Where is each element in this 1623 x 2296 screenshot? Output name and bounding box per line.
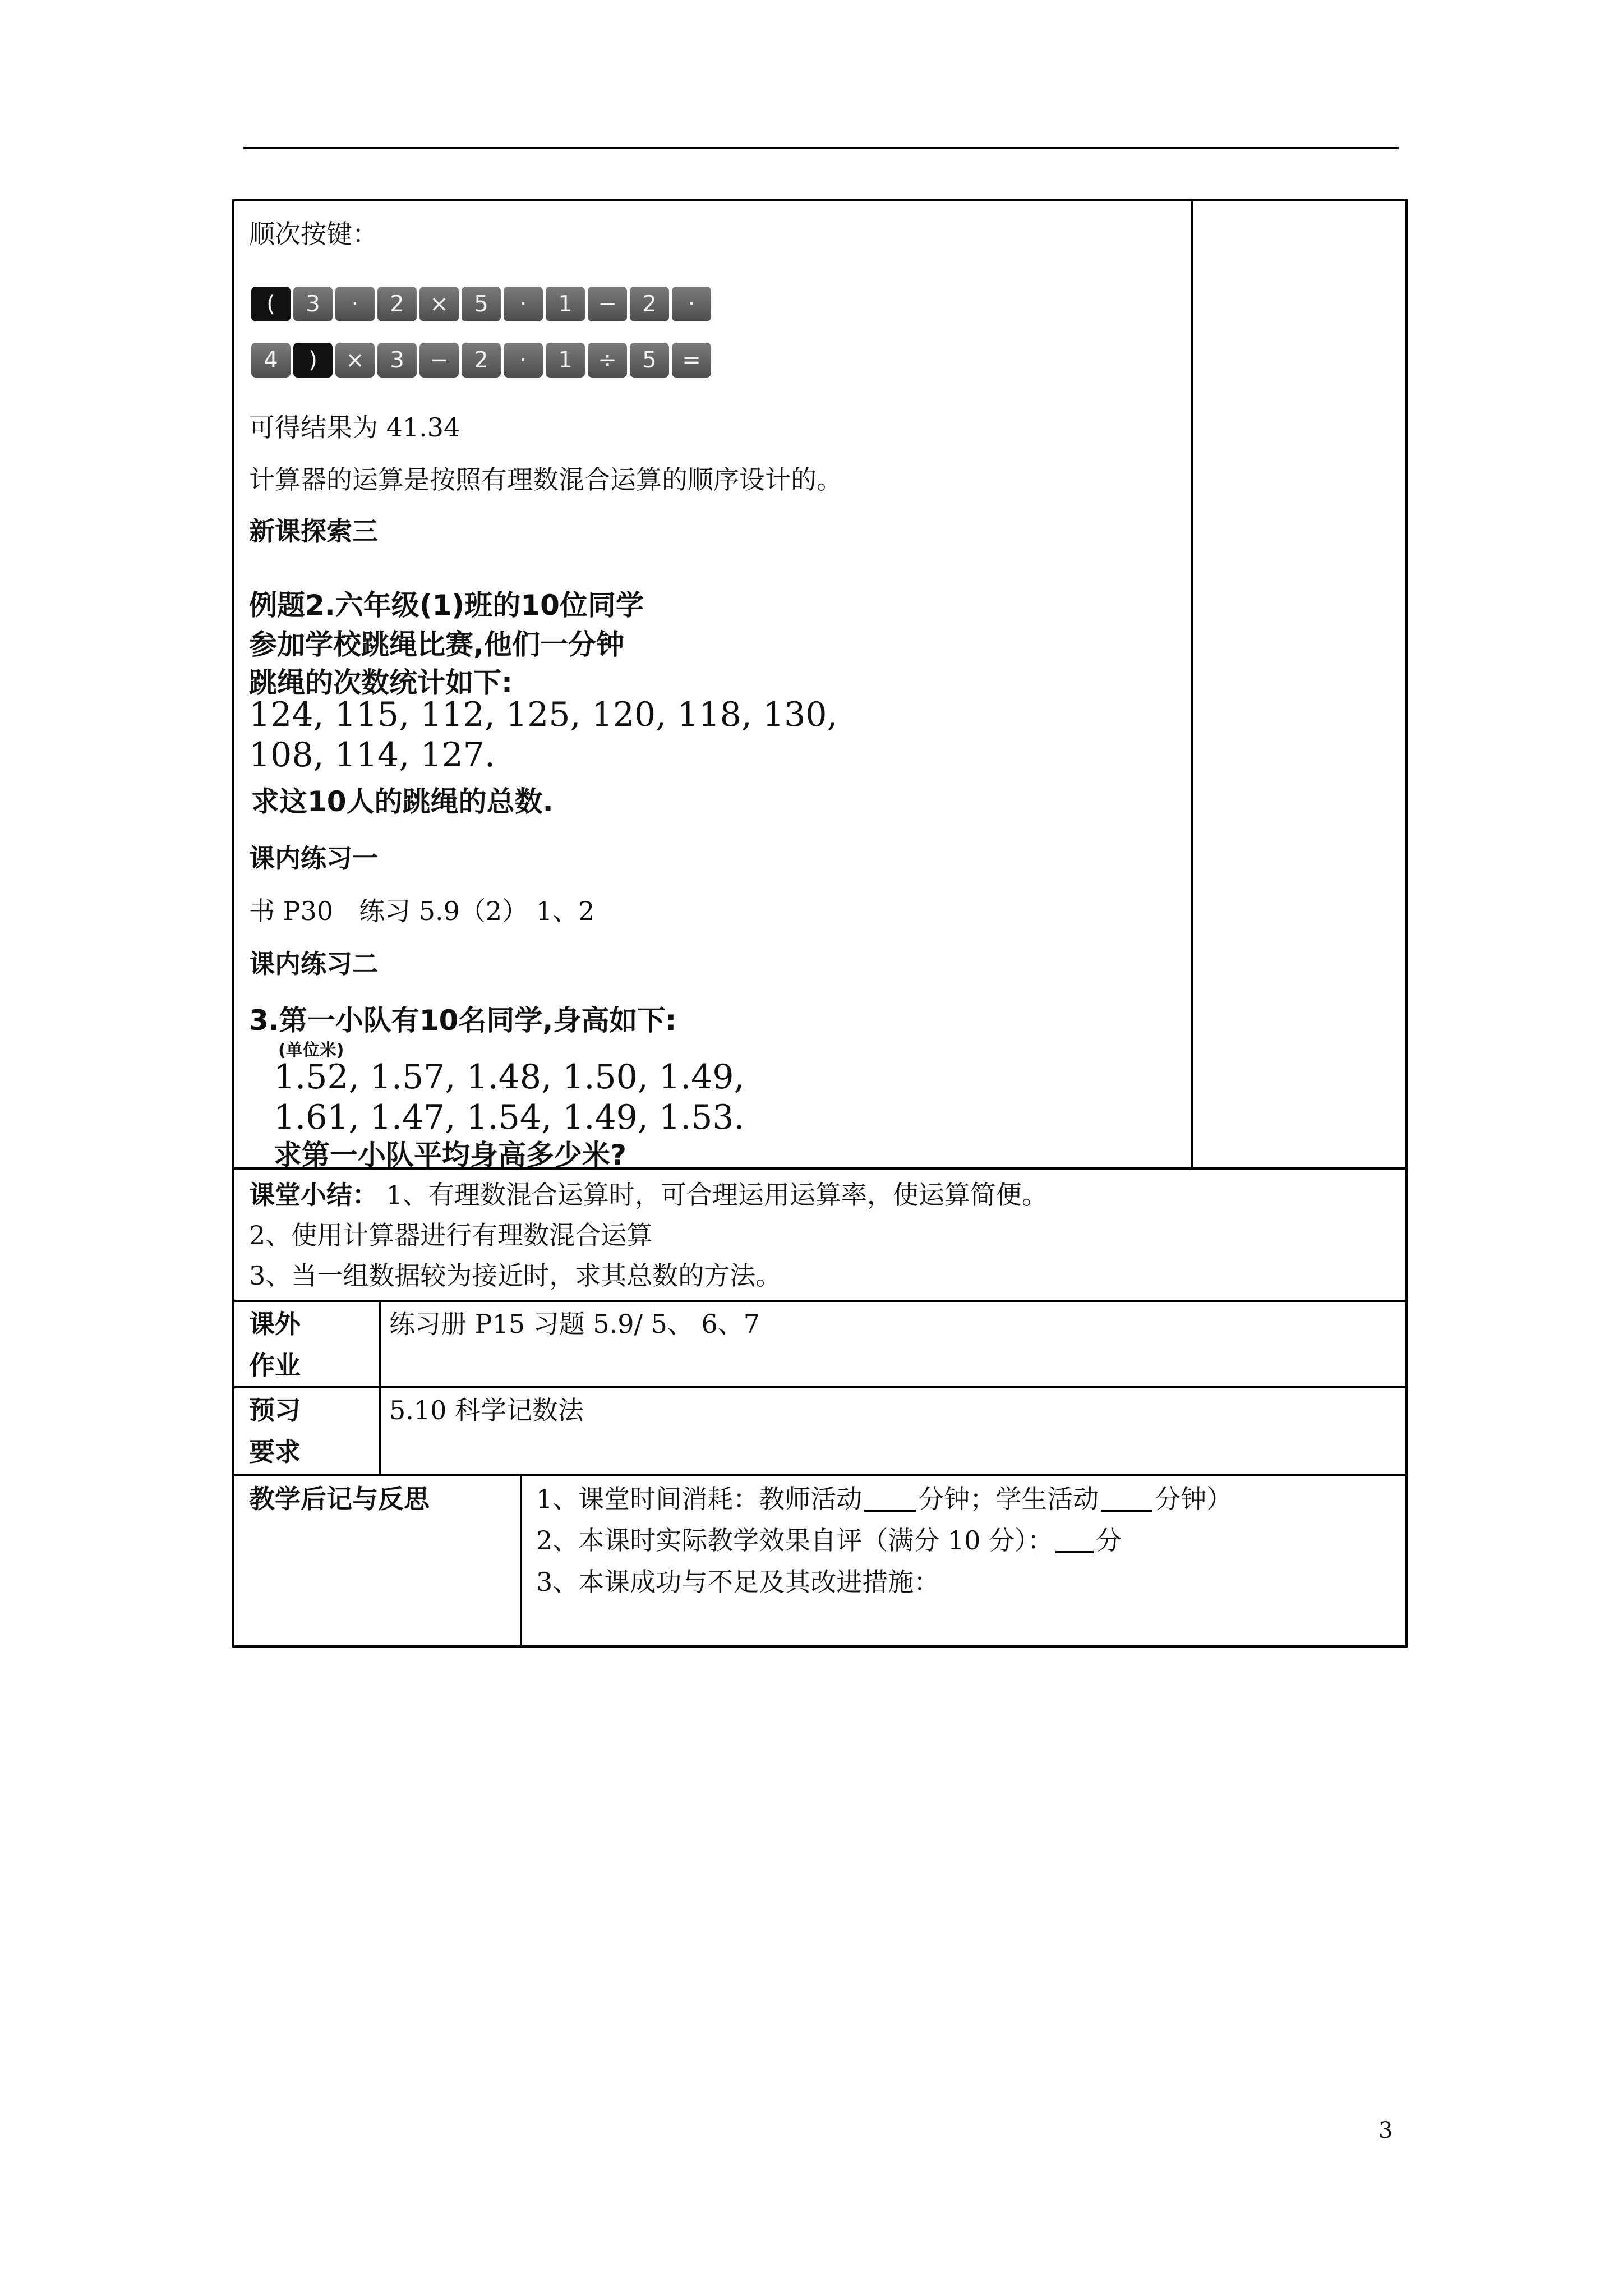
preview-text: 5.10 科学记数法 bbox=[389, 1395, 584, 1425]
keypad-row-2 bbox=[251, 343, 714, 378]
key-digit: 2 bbox=[630, 287, 669, 321]
exercise-3-question: 求第一小队平均身高多少米? bbox=[274, 1139, 627, 1171]
homework-text: 练习册 P15 习题 5.9/ 5、 6、7 bbox=[389, 1309, 760, 1339]
example-question: 求这10人的跳绳的总数. bbox=[251, 785, 554, 818]
key-minus: − bbox=[588, 287, 627, 321]
example-line-1: 例题2.六年级(1)班的10位同学 bbox=[249, 589, 644, 622]
key-equals: = bbox=[672, 343, 711, 378]
preview-label-1: 预习 bbox=[249, 1395, 301, 1425]
calculator-note: 计算器的运算是按照有理数混合运算的顺序设计的。 bbox=[249, 464, 842, 495]
teacher-time-blank bbox=[864, 1488, 916, 1512]
key-digit: 2 bbox=[462, 343, 501, 378]
order-label: 顺次按键： bbox=[249, 219, 378, 249]
result-text: 可得结果为 41.34 bbox=[249, 412, 460, 443]
practice-1-text: 书 P30 练习 5.9（2） 1、2 bbox=[249, 896, 595, 926]
homework-label-2: 作业 bbox=[249, 1350, 301, 1381]
exercise-3-unit: (单位米) bbox=[278, 1041, 344, 1060]
reflection-line-3: 3、本课成功与不足及其改进措施： bbox=[536, 1567, 940, 1597]
homework-label-1: 课外 bbox=[249, 1309, 301, 1339]
reflection-line-1 bbox=[536, 1486, 1232, 1512]
label-divider-homework bbox=[379, 1301, 381, 1475]
example-data-2: 108, 114, 127. bbox=[249, 735, 495, 775]
key-minus: − bbox=[419, 343, 459, 378]
key-digit: 5 bbox=[630, 343, 669, 378]
practice-1-title: 课内练习一 bbox=[249, 843, 378, 873]
summary-line-2: 2、使用计算器进行有理数混合运算 bbox=[249, 1220, 653, 1250]
label-divider-reflection bbox=[520, 1475, 522, 1648]
row-divider-homework bbox=[234, 1300, 1405, 1302]
key-close-paren: ) bbox=[293, 343, 333, 378]
key-digit: 5 bbox=[462, 287, 501, 321]
summary-label: 课堂小结： bbox=[249, 1180, 378, 1210]
key-digit: 3 bbox=[377, 343, 417, 378]
reflection-label: 教学后记与反思 bbox=[249, 1484, 430, 1514]
reflection-score-unit: 分 bbox=[1096, 1525, 1122, 1556]
practice-2-title: 课内练习二 bbox=[249, 949, 378, 979]
reflection-line-2 bbox=[536, 1525, 1122, 1556]
right-column-divider bbox=[1191, 201, 1193, 1170]
row-divider-preview bbox=[234, 1386, 1405, 1388]
score-blank bbox=[1055, 1530, 1094, 1553]
reflection-student-time: 分钟；学生活动 bbox=[918, 1484, 1099, 1514]
lesson-table bbox=[232, 199, 1408, 1648]
page-number: 3 bbox=[1378, 2118, 1393, 2143]
key-digit: 4 bbox=[251, 343, 291, 378]
key-digit: 2 bbox=[377, 287, 417, 321]
key-multiply: × bbox=[419, 287, 459, 321]
key-multiply: × bbox=[335, 343, 375, 378]
summary-text-1: 1、有理数混合运算时，可合理运用运算率，使运算简便。 bbox=[386, 1180, 1048, 1210]
key-divide: ÷ bbox=[588, 343, 627, 378]
summary-line-3: 3、当一组数据较为接近时，求其总数的方法。 bbox=[249, 1260, 782, 1291]
example-line-2: 参加学校跳绳比赛,他们一分钟 bbox=[249, 628, 624, 661]
key-digit: 1 bbox=[546, 287, 585, 321]
reflection-time-end: 分钟） bbox=[1155, 1484, 1233, 1514]
exercise-3-line-1: 3.第一小队有10名同学,身高如下: bbox=[249, 1004, 677, 1037]
example-line-3: 跳绳的次数统计如下: bbox=[249, 666, 513, 699]
example-data-1: 124, 115, 112, 125, 120, 118, 130, bbox=[249, 695, 838, 734]
student-time-blank bbox=[1101, 1488, 1152, 1512]
exercise-3-data-1: 1.52, 1.57, 1.48, 1.50, 1.49, bbox=[274, 1057, 745, 1097]
key-decimal: · bbox=[504, 287, 543, 321]
reflection-teacher-time: 1、课堂时间消耗：教师活动 bbox=[536, 1484, 863, 1514]
key-decimal: · bbox=[504, 343, 543, 378]
key-decimal: · bbox=[672, 287, 711, 321]
row-divider-reflection bbox=[234, 1474, 1405, 1476]
keypad-row-1 bbox=[251, 287, 714, 321]
summary-line-1 bbox=[249, 1182, 1048, 1208]
key-decimal: · bbox=[335, 287, 375, 321]
key-digit: 1 bbox=[546, 343, 585, 378]
key-digit: 3 bbox=[293, 287, 333, 321]
key-open-paren: ( bbox=[251, 287, 291, 321]
header-rule bbox=[243, 147, 1399, 149]
preview-label-2: 要求 bbox=[249, 1437, 301, 1467]
exercise-3-data-2: 1.61, 1.47, 1.54, 1.49, 1.53. bbox=[274, 1098, 745, 1137]
reflection-self-score: 2、本课时实际教学效果自评（满分 10 分）： bbox=[536, 1525, 1054, 1556]
explore-title: 新课探索三 bbox=[249, 516, 378, 546]
